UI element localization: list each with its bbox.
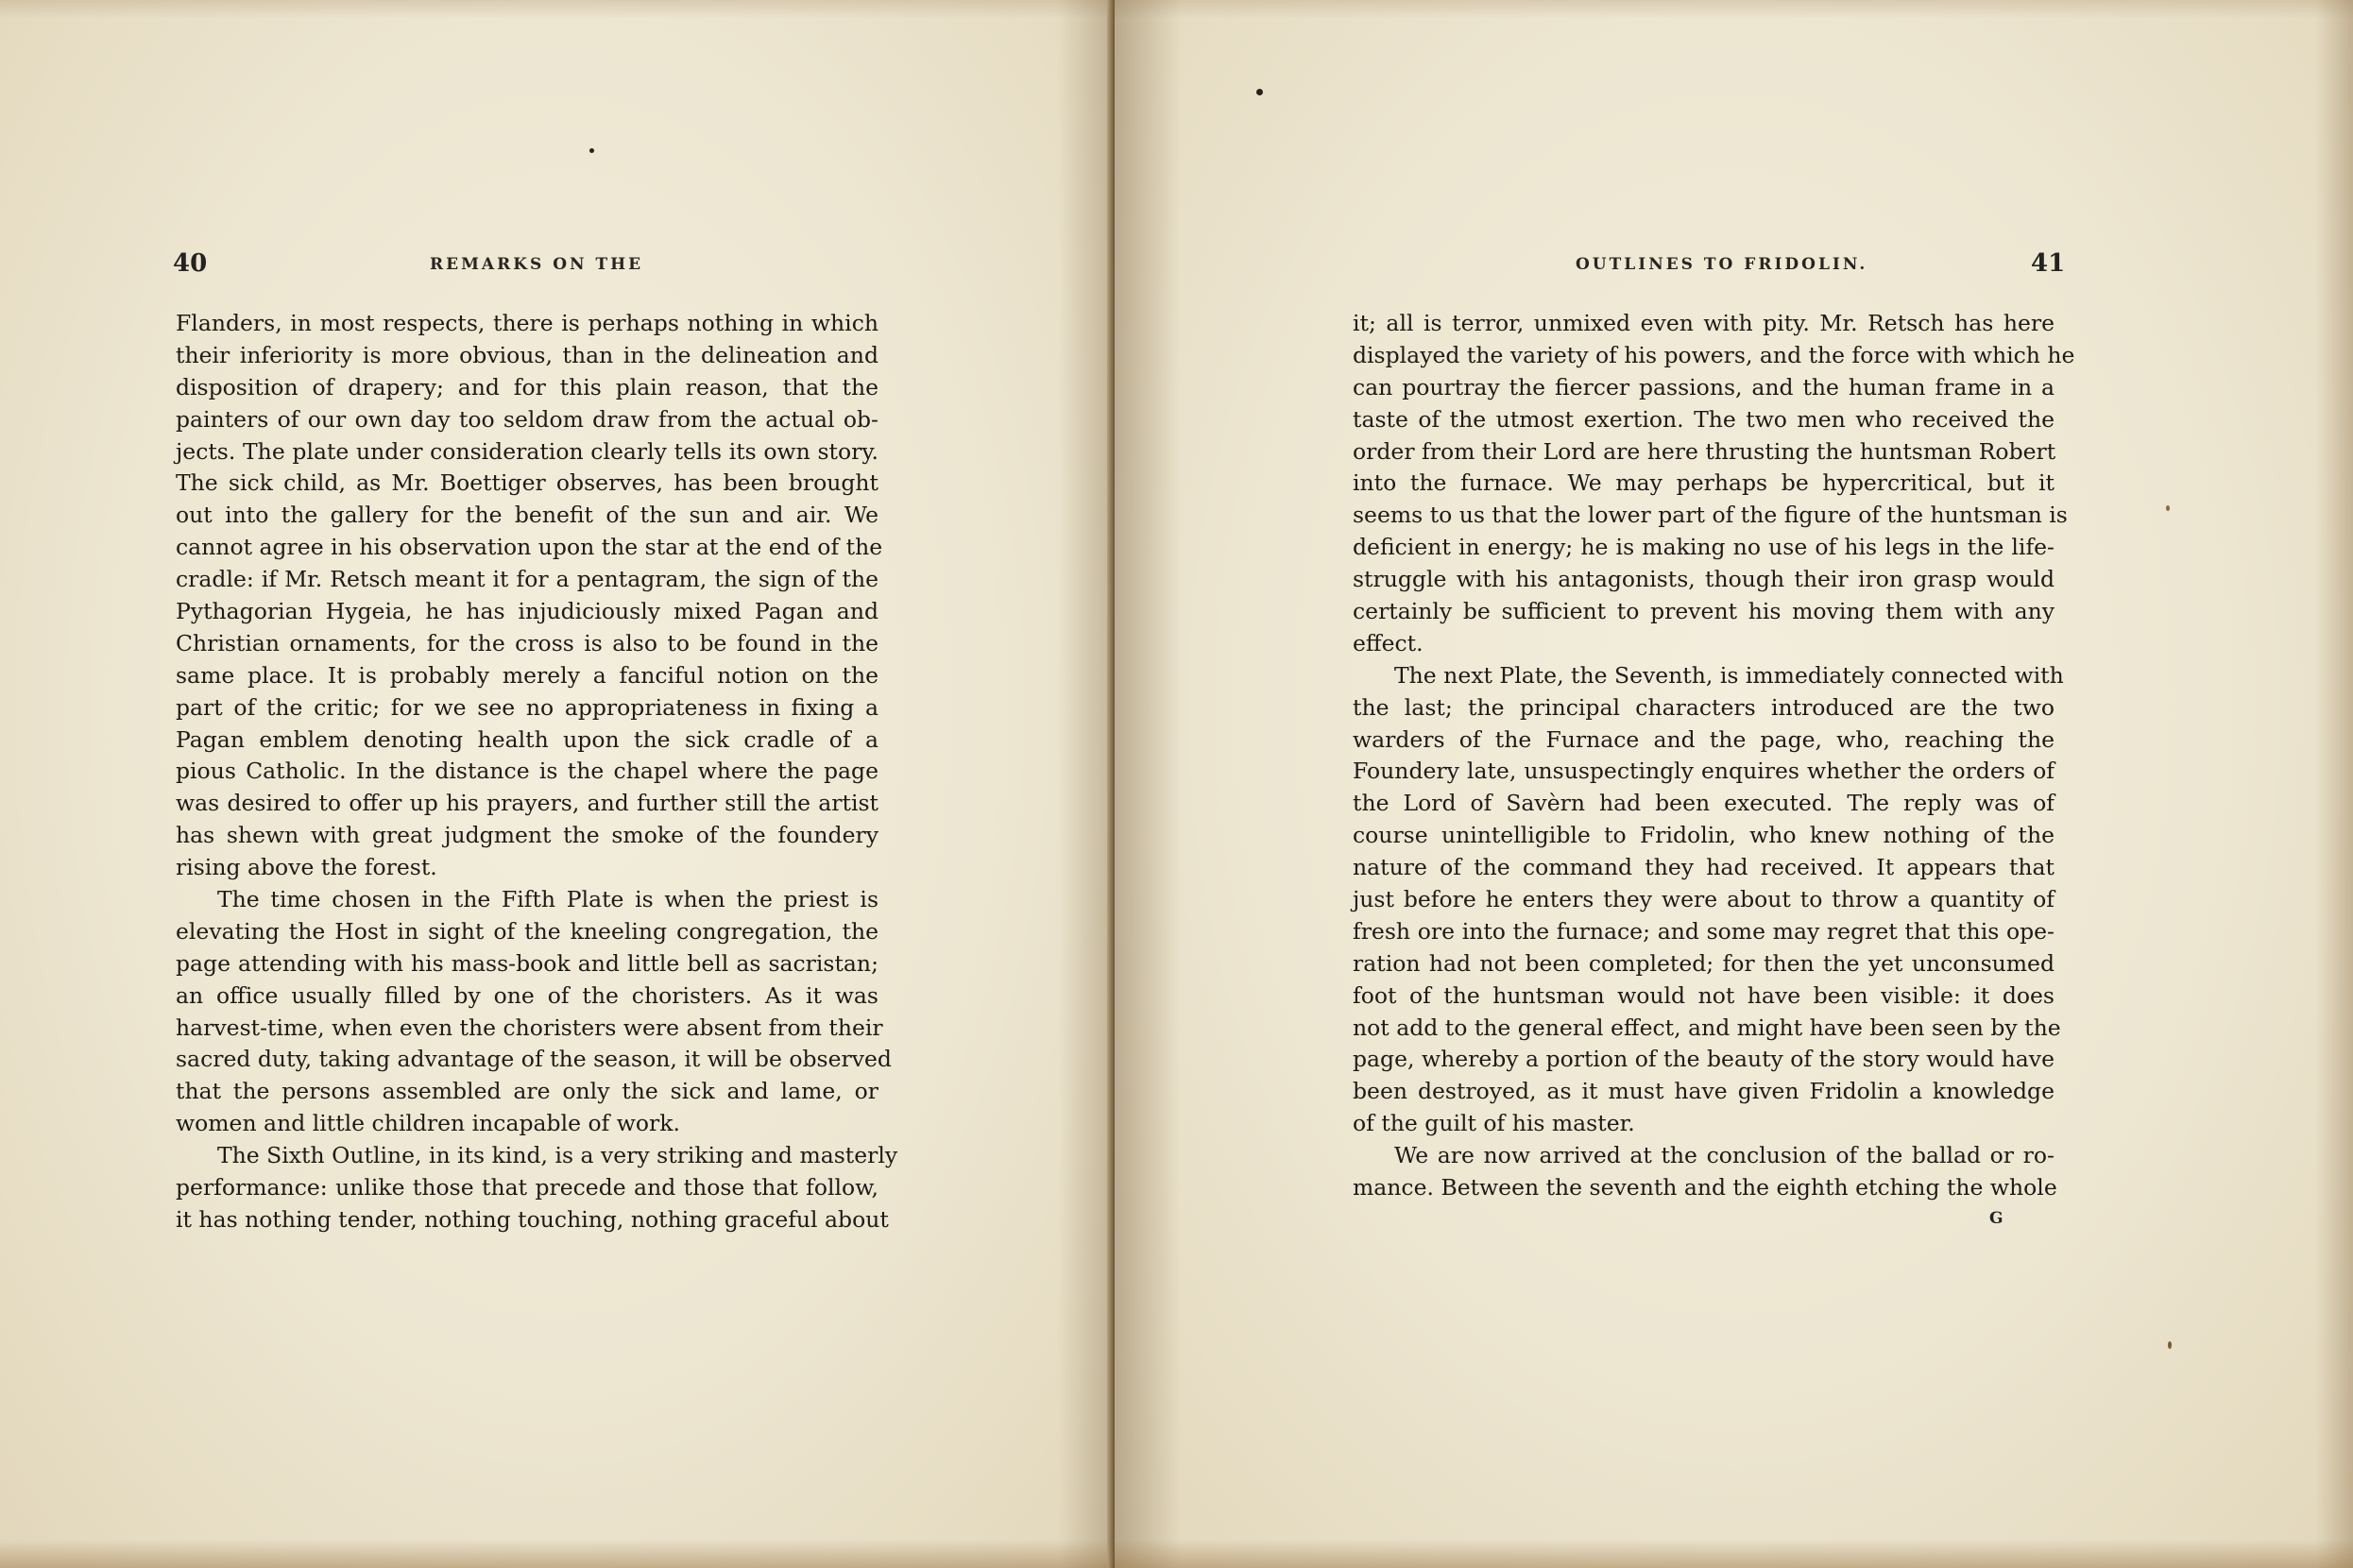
text-line: performance: unlike those that precede and those that follow, bbox=[176, 1174, 878, 1202]
text-line: warders of the Furnace and the page, who, reaching the bbox=[1353, 725, 2055, 753]
page-number: 40 bbox=[173, 249, 208, 278]
text-line: The next Plate, the Seventh, is immediately connected with bbox=[1394, 661, 2064, 689]
text-line: same place. It is probably merely a fanciful notion on the bbox=[176, 661, 878, 689]
text-line: has shewn with great judgment the smoke of the foundery bbox=[176, 822, 878, 849]
text-line: just before he enters they were about to throw a quantity of bbox=[1353, 886, 2055, 913]
text-line: nature of the command they had received. It appears that bbox=[1353, 854, 2055, 881]
foxing-speck bbox=[2166, 505, 2170, 511]
page-edge-shadow bbox=[0, 0, 1115, 19]
text-line: page, whereby a portion of the beauty of the story would have bbox=[1353, 1046, 2055, 1073]
text-line: ration had not been completed; for then the yet unconsumed bbox=[1353, 949, 2055, 977]
gutter-shadow bbox=[1115, 0, 1181, 1568]
text-line: The time chosen in the Fifth Plate is when the priest is bbox=[217, 886, 878, 913]
text-line: order from their Lord are here thrusting the huntsman Robert bbox=[1353, 437, 2056, 465]
text-line: pious Catholic. In the distance is the chapel where the page bbox=[176, 758, 878, 785]
text-line: fresh ore into the furnace; and some may regret that this ope- bbox=[1353, 917, 2055, 945]
signature-mark: G bbox=[1989, 1209, 2003, 1228]
text-line: it; all is terror, unmixed even with pity. Mr. Retsch has here bbox=[1353, 310, 2055, 336]
ink-speck bbox=[1256, 89, 1263, 95]
text-line: cannot agree in his observation upon the star at the end of the bbox=[176, 534, 883, 561]
text-line: mance. Between the seventh and the eighth etching the whole bbox=[1353, 1174, 2057, 1202]
text-line: out into the gallery for the benefit of the sun and air. We bbox=[176, 502, 878, 529]
text-line: The sick child, as Mr. Boettiger observes, has been brought bbox=[176, 469, 878, 497]
body-text bbox=[1353, 308, 2075, 1204]
ink-speck bbox=[589, 148, 594, 153]
text-line: sacred duty, taking advantage of the season, it will be observed bbox=[176, 1046, 892, 1073]
text-line: Christian ornaments, for the cross is also to be found in the bbox=[176, 629, 878, 656]
text-line: the last; the principal characters introduced are the two bbox=[1353, 693, 2055, 721]
page-edge-shadow bbox=[0, 1540, 1115, 1568]
text-line: their inferiority is more obvious, than in the delineation and bbox=[176, 341, 878, 368]
text-line: was desired to offer up his prayers, and further still the artist bbox=[176, 790, 878, 817]
body-text bbox=[176, 308, 898, 1236]
page-edge-shadow bbox=[2315, 0, 2353, 1568]
text-line: Pagan emblem denoting health upon the sick cradle of a bbox=[176, 725, 878, 753]
running-head: REMARKS ON THE bbox=[430, 255, 644, 274]
text-line: harvest-time, when even the choristers were absent from their bbox=[176, 1014, 883, 1041]
text-line: cradle: if Mr. Retsch meant it for a pentagram, the sign of the bbox=[176, 566, 878, 593]
text-line: part of the critic; for we see no appropriateness in fixing a bbox=[176, 693, 878, 721]
text-line: Foundery late, unsuspectingly enquires whether the orders of bbox=[1353, 758, 2055, 785]
text-line: foot of the huntsman would not have been visible: it does bbox=[1353, 981, 2055, 1009]
gutter-shadow bbox=[1058, 0, 1115, 1568]
text-line: elevating the Host in sight of the kneeling congregation, the bbox=[176, 917, 878, 945]
text-line: can pourtray the fiercer passions, and the human frame in a bbox=[1353, 373, 2055, 401]
text-line: Pythagorian Hygeia, he has injudiciously mixed Pagan and bbox=[176, 598, 878, 625]
text-line: deficient in energy; he is making no use of his legs in the life- bbox=[1353, 534, 2055, 561]
text-line: not add to the general effect, and might have been seen by the bbox=[1353, 1014, 2061, 1041]
text-line: struggle with his antagonists, though their iron grasp would bbox=[1353, 566, 2055, 593]
page-number: 41 bbox=[2031, 249, 2066, 278]
foxing-speck bbox=[2168, 1341, 2172, 1349]
text-line: taste of the utmost exertion. The two men who received the bbox=[1353, 405, 2055, 433]
running-head: OUTLINES TO FRIDOLIN. bbox=[1576, 255, 1868, 274]
right-page bbox=[1115, 0, 2353, 1568]
text-line: rising above the forest. bbox=[176, 854, 437, 881]
text-line: The Sixth Outline, in its kind, is a very striking and masterly bbox=[217, 1142, 898, 1169]
text-line: painters of our own day too seldom draw from the actual ob- bbox=[176, 405, 878, 433]
text-line: disposition of drapery; and for this plain reason, that the bbox=[176, 373, 878, 401]
text-line: an office usually filled by one of the choristers. As it was bbox=[176, 981, 878, 1009]
text-line: Flanders, in most respects, there is perhaps nothing in which bbox=[176, 310, 878, 336]
text-line: effect. bbox=[1353, 629, 1424, 656]
text-line: of the guilt of his master. bbox=[1353, 1110, 1635, 1137]
text-line: the Lord of Savèrn had been executed. The reply was of bbox=[1353, 790, 2055, 817]
text-line: it has nothing tender, nothing touching, nothing graceful about bbox=[176, 1205, 889, 1233]
text-line: been destroyed, as it must have given Fridolin a knowledge bbox=[1353, 1078, 2055, 1105]
text-line: women and little children incapable of work. bbox=[176, 1110, 680, 1137]
text-line: certainly be sufficient to prevent his moving them with any bbox=[1353, 598, 2055, 625]
text-line: jects. The plate under consideration clearly tells its own story. bbox=[176, 437, 878, 465]
text-line: seems to us that the lower part of the figure of the huntsman is bbox=[1353, 502, 2068, 529]
page-edge-shadow bbox=[1115, 1540, 2353, 1568]
text-line: into the furnace. We may perhaps be hypercritical, but it bbox=[1353, 469, 2055, 497]
text-line: page attending with his mass-book and little bell as sacristan; bbox=[176, 949, 878, 977]
text-line: displayed the variety of his powers, and the force with which he bbox=[1353, 341, 2075, 368]
left-page bbox=[0, 0, 1115, 1568]
page-edge-shadow bbox=[1115, 0, 2353, 19]
text-line: that the persons assembled are only the sick and lame, or bbox=[176, 1078, 878, 1105]
text-line: course unintelligible to Fridolin, who knew nothing of the bbox=[1353, 822, 2055, 849]
text-line: We are now arrived at the conclusion of the ballad or ro- bbox=[1394, 1142, 2055, 1169]
